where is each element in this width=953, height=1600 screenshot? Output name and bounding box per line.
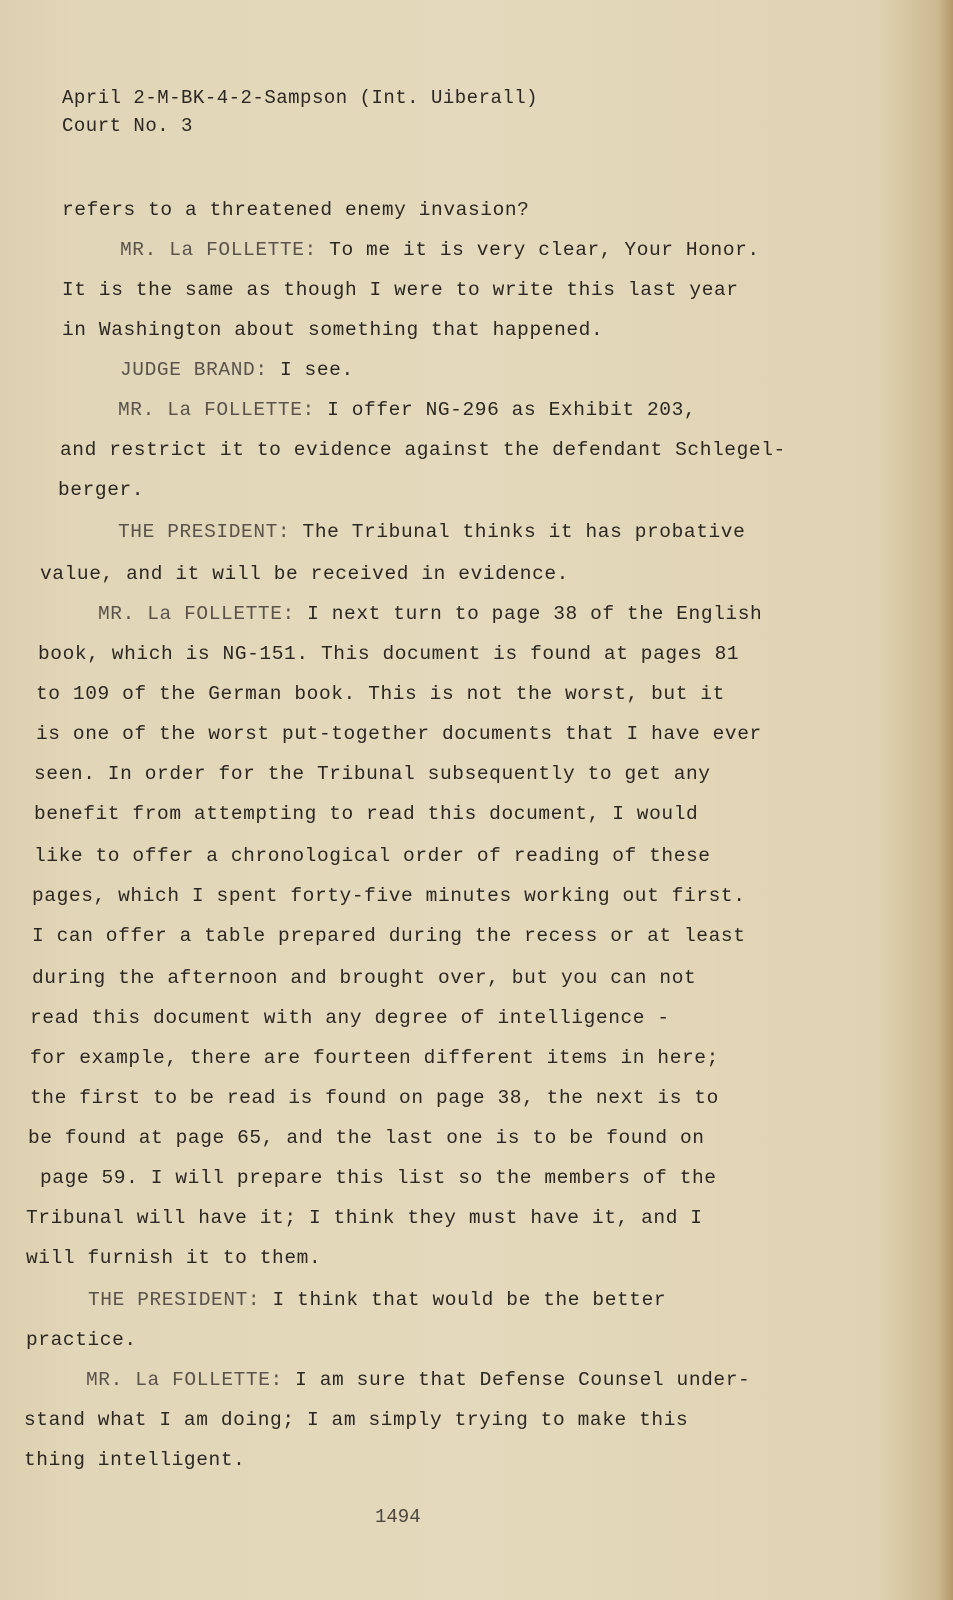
text-line: thing intelligent. [24, 1449, 246, 1471]
text-line: MR. La FOLLETTE: To me it is very clear, Your Honor. [120, 239, 760, 261]
speaker-label: MR. La FOLLETTE: [118, 399, 315, 421]
speaker-label: THE PRESIDENT: [88, 1289, 261, 1311]
page-number: 1494 [375, 1506, 421, 1528]
text-line: MR. La FOLLETTE: I next turn to page 38 of the English [98, 603, 763, 625]
text-line: practice. [26, 1329, 137, 1351]
text-line: read this document with any degree of intelligence - [30, 1007, 670, 1029]
speaker-label: MR. La FOLLETTE: [120, 239, 317, 261]
text-line: stand what I am doing; I am simply trying to make this [24, 1409, 689, 1431]
page-header [62, 84, 538, 140]
speaker-label: MR. La FOLLETTE: [98, 603, 295, 625]
text-line: THE PRESIDENT: I think that would be the better [88, 1289, 667, 1311]
header-reference: April 2-M-BK-4-2-Sampson (Int. Uiberall) [62, 87, 539, 109]
header-court: Court No. 3 [62, 115, 193, 137]
text-line: Tribunal will have it; I think they must have it, and I [26, 1207, 703, 1229]
text-line: is one of the worst put-together documents that I have ever [36, 723, 762, 745]
text-line: THE PRESIDENT: The Tribunal thinks it has probative [118, 521, 746, 543]
text-line: page 59. I will prepare this list so the members of the [40, 1167, 717, 1189]
text-line: JUDGE BRAND: I see. [120, 359, 354, 381]
text-line: refers to a threatened enemy invasion? [62, 199, 530, 221]
speaker-label: MR. La FOLLETTE: [86, 1369, 283, 1391]
text-line: will furnish it to them. [26, 1247, 322, 1269]
text-line: berger. [58, 479, 145, 501]
text-line: It is the same as though I were to write this last year [62, 279, 739, 301]
text-line: during the afternoon and brought over, but you can not [32, 967, 697, 989]
text-line: be found at page 65, and the last one is to be found on [28, 1127, 705, 1149]
text-line: I can offer a table prepared during the recess or at least [32, 925, 746, 947]
text-line: seen. In order for the Tribunal subsequently to get any [34, 763, 711, 785]
text-line: book, which is NG-151. This document is found at pages 81 [38, 643, 740, 665]
text-line: and restrict it to evidence against the defendant Schlegel- [60, 439, 786, 461]
text-line: in Washington about something that happened. [62, 319, 604, 341]
text-line: benefit from attempting to read this document, I would [34, 803, 699, 825]
text-line: to 109 of the German book. This is not the worst, but it [36, 683, 725, 705]
text-line: like to offer a chronological order of reading of these [34, 845, 711, 867]
text-line: pages, which I spent forty-five minutes working out first. [32, 885, 746, 907]
text-line: the first to be read is found on page 38, the next is to [30, 1087, 719, 1109]
text-line: for example, there are fourteen different items in here; [30, 1047, 719, 1069]
text-line: MR. La FOLLETTE: I offer NG-296 as Exhibit 203, [118, 399, 697, 421]
speaker-label: JUDGE BRAND: [120, 359, 268, 381]
speaker-label: THE PRESIDENT: [118, 521, 291, 543]
text-line: value, and it will be received in evidence. [40, 563, 569, 585]
text-line: MR. La FOLLETTE: I am sure that Defense Counsel under- [86, 1369, 751, 1391]
